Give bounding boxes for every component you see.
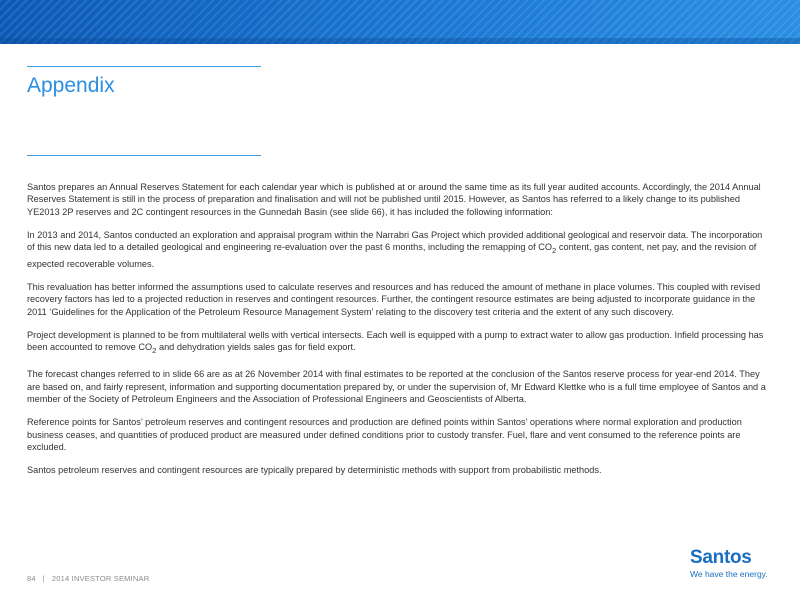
paragraph-reference-points: Reference points for Santos’ petroleum reserves and contingent resources and production are defined points within Santos’ operations where normal exploration and production business ceases, and quantities of produced product are measured under defined conditions prior to custody transfer. Fuel, flare and vent consumed to the reference points are excluded. bbox=[27, 417, 742, 453]
paragraph-forecast-changes: The forecast changes referred to in slide 66 are as at 26 November 2014 with final estimates to be reported at the conclusion of the Santos reserve process for year-end 2014. They are based on, and fairly represent, information and supporting documentation prepared by, or under the supervision of, Mr Edward Klettke who is a full time employee of Santos and a member of the Society of Petroleum Engineers and the Association of Professional Engineers and Geoscientists of Alberta. bbox=[27, 369, 766, 405]
logo-wordmark: Santos bbox=[690, 547, 752, 568]
footer-separator: | bbox=[42, 574, 45, 583]
santos-logo bbox=[690, 548, 768, 579]
paragraph-narrabri-program bbox=[27, 229, 772, 270]
paragraph-text: In 2013 and 2014, Santos conducted an exploration and appraisal program within the Narrabri Gas Project which provided additional geological and reservoir data. The incorporation of this new data led to a detailed geological and engineering re-evaluation over the past 6 months, including the remapping of CO bbox=[27, 230, 763, 253]
subscript: 2 bbox=[152, 346, 157, 356]
paragraph-intro: Santos prepares an Annual Reserves Statement for each calendar year which is published at or around the same time as its full year audited accounts. Accordingly, the 2014 Annual Reserves Statement is still in the process of preparation and finalisation and will not be published until 2015. However, as Santos has referred to a likely change to its published YE2013 2P reserves and 2C contingent resources in the Gunnedah Basin (see slide 66), it has included the following information: bbox=[27, 182, 761, 217]
paragraph-text: and dehydration yields sales gas for field export. bbox=[156, 342, 356, 353]
event-name: 2014 INVESTOR SEMINAR bbox=[51, 574, 150, 583]
footer bbox=[27, 574, 149, 583]
paragraph-revaluation: This revaluation has better informed the assumptions used to calculate reserves and resources and has reduced the amount of methane in place volumes. This coupled with revised recovery factors has led to a projected reduction in reserves and contingent resources. Further, the contingent resource estimates are being adjusted to incorporate guidance in the 2011 ‘Guidelines for the Application of the Petroleum Resource Management System’ relating to the discovery test criteria and the extent of any such discovery. bbox=[27, 281, 761, 317]
logo-tagline: We have the energy. bbox=[690, 569, 768, 579]
title-rule-top bbox=[27, 66, 261, 67]
page-number: 84 bbox=[27, 574, 36, 583]
page-title: Appendix bbox=[27, 74, 115, 97]
paragraph-project-development bbox=[27, 329, 772, 358]
subscript: 2 bbox=[552, 246, 557, 256]
title-rule-bottom bbox=[27, 155, 261, 156]
header-banner bbox=[0, 0, 800, 44]
paragraph-methods: Santos petroleum reserves and contingent resources are typically prepared by deterministic methods with support from probabilistic methods. bbox=[27, 465, 602, 476]
body-text bbox=[27, 181, 772, 488]
paragraph-text: Project development is planned to be from multilateral wells with vertical intersects. Each well is equipped with a pump to extract water to allow gas production. Infield processing has been accounted to remove CO bbox=[27, 329, 764, 353]
paragraph-text: content, gas content, net pay, and the revision of expected recoverable volumes. bbox=[27, 242, 757, 269]
